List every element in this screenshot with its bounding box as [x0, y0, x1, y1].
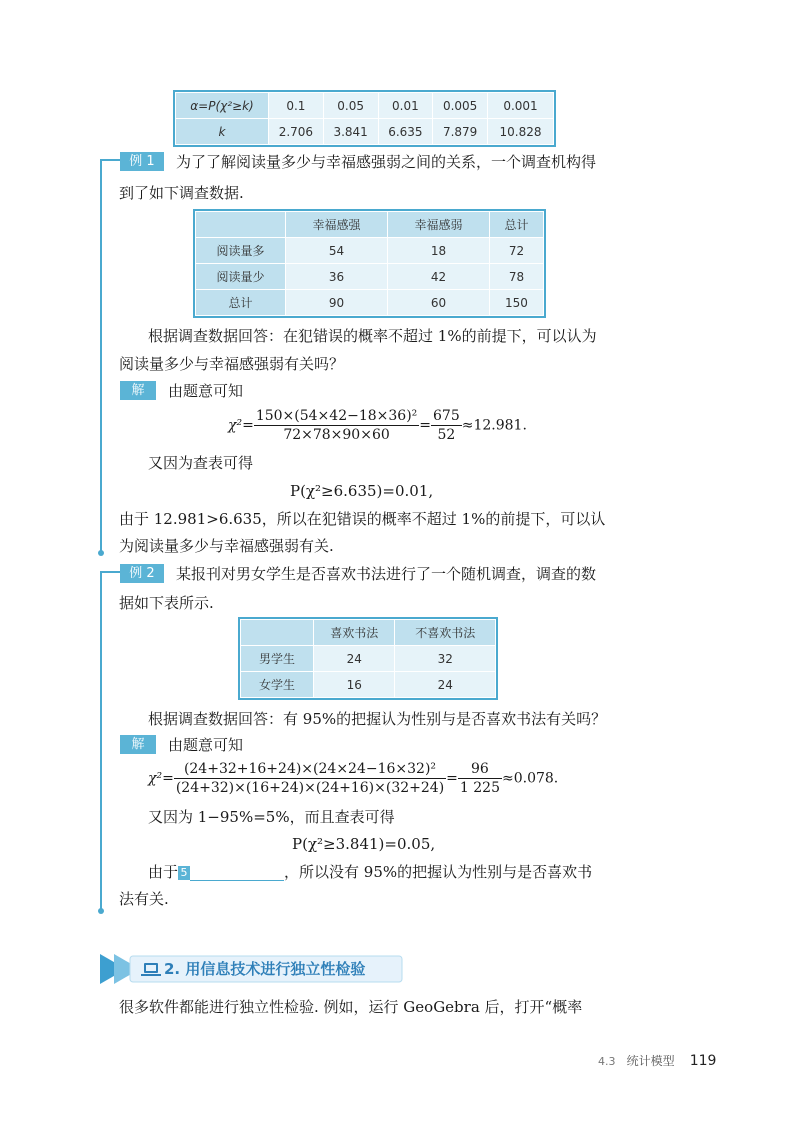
row-header: 阅读量多 [196, 238, 286, 264]
k-cell: 10.828 [488, 119, 554, 145]
laptop-icon-base [141, 974, 161, 976]
column-header: 喜欢书法 [314, 620, 395, 646]
table-cell: 78 [489, 264, 543, 290]
example2-solution-tag: 解 [120, 735, 156, 754]
table-cell: 42 [387, 264, 489, 290]
example2-tag: 例 2 [120, 564, 164, 583]
example2-text-line2: 据如下表所示. [119, 594, 214, 612]
example2-end-dot [98, 908, 104, 914]
row-header: 男学生 [241, 646, 314, 672]
example2-top-rule [100, 571, 120, 573]
chi-denominator-2: 52 [437, 427, 456, 443]
section-banner [100, 952, 410, 986]
example2-question: 根据调查数据回答：有 95%的把握认为性别与是否喜欢书法有关吗？ [148, 710, 607, 728]
chi-denominator: (24+32)×(16+24)×(24+16)×(32+24) [175, 780, 445, 796]
example1-top-rule [100, 159, 120, 161]
chi-lhs: χ²= [228, 417, 254, 434]
example1-probability: P(χ²≥6.635)=0.01, [290, 482, 434, 500]
conclusion-rest: ，所以没有 95%的把握认为性别与是否喜欢书 [284, 863, 593, 881]
example1-solution-tag: 解 [120, 381, 156, 400]
chi-numerator-2: 675 [433, 408, 460, 424]
table-corner [241, 620, 314, 646]
example2-solution-intro: 由题意可知 [168, 736, 244, 754]
chi-numerator: (24+32+16+24)×(24×24−16×32)² [174, 760, 446, 779]
table-cell: 150 [489, 290, 543, 316]
chi-denominator-2: 1 225 [459, 780, 500, 796]
alpha-cell: 0.1 [269, 93, 324, 119]
blank-number: 5 [178, 866, 190, 880]
body-paragraph: 很多软件都能进行独立性检验. 例如，运行 GeoGebra 后，打开“概率 [119, 998, 583, 1016]
laptop-icon [144, 963, 158, 973]
table-cell: 60 [387, 290, 489, 316]
row-header: 女学生 [241, 672, 314, 698]
chi-numerator-2: 96 [458, 760, 502, 779]
example1-chi-square-formula [228, 407, 527, 444]
example1-conclusion-line2: 为阅读量多少与幸福感强弱有关. [119, 537, 334, 555]
example2-table [238, 617, 498, 700]
alpha-cell: 0.01 [378, 93, 433, 119]
example1-conclusion-line1: 由于 12.981>6.635，所以在犯错误的概率不超过 1%的前提下，可以认 [119, 510, 606, 528]
k-cell: 6.635 [378, 119, 433, 145]
conclusion-prefix: 由于 [148, 863, 179, 881]
chi-result: ≈12.981. [461, 417, 527, 434]
example1-side-rule [100, 159, 102, 552]
example1-tag: 例 1 [120, 152, 164, 171]
k-cell: 2.706 [269, 119, 324, 145]
table-cell: 32 [395, 646, 496, 672]
example2-chi-square-formula [148, 760, 558, 797]
column-header: 幸福感弱 [387, 212, 489, 238]
example1-text-line2: 到了如下调查数据. [119, 184, 244, 202]
chi-denominator: 72×78×90×60 [283, 427, 390, 443]
example1-text-line1: 为了了解阅读量多少与幸福感强弱之间的关系，一个调查机构得 [176, 153, 597, 171]
example1-question-line1: 根据调查数据回答：在犯错误的概率不超过 1%的前提下，可以认为 [148, 327, 597, 345]
chi-fraction-2 [431, 407, 462, 444]
chi-fraction-2 [458, 760, 502, 797]
table-cell: 90 [286, 290, 388, 316]
table-cell: 72 [489, 238, 543, 264]
chi-result: ≈0.078. [501, 770, 559, 787]
example2-conclusion-line1 [148, 861, 592, 883]
table-cell: 16 [314, 672, 395, 698]
page-footer [598, 1050, 716, 1069]
table-cell: 54 [286, 238, 388, 264]
alpha-cell: 0.05 [323, 93, 378, 119]
column-header: 总计 [489, 212, 543, 238]
k-row-label: k [176, 119, 269, 145]
example2-lookup: 又因为 1−95%=5%，而且查表可得 [148, 808, 395, 826]
chi-equals: = [446, 770, 458, 787]
chi-fraction-1 [174, 760, 446, 797]
column-header: 不喜欢书法 [395, 620, 496, 646]
example2-text-line1: 某报刊对男女学生是否喜欢书法进行了一个随机调查，调查的数 [176, 565, 597, 583]
chi-fraction-1 [254, 407, 419, 444]
table-corner [196, 212, 286, 238]
example2-probability: P(χ²≥3.841)=0.05, [292, 835, 436, 853]
chi-lhs: χ²= [148, 770, 174, 787]
table-cell: 36 [286, 264, 388, 290]
example1-solution-intro: 由题意可知 [168, 382, 244, 400]
example2-side-rule [100, 571, 102, 911]
row-header: 总计 [196, 290, 286, 316]
example1-lookup: 又因为查表可得 [148, 454, 254, 472]
k-cell: 3.841 [323, 119, 378, 145]
chi-numerator: 150×(54×42−18×36)² [255, 408, 418, 424]
footer-chapter: 统计模型 [626, 1054, 675, 1068]
table-cell: 24 [314, 646, 395, 672]
critical-value-table [173, 90, 556, 147]
k-cell: 7.879 [433, 119, 488, 145]
alpha-row-label: α=P(χ²≥k) [176, 93, 269, 119]
example1-question-line2: 阅读量多少与幸福感强弱有关吗？ [119, 355, 345, 373]
alpha-cell: 0.005 [433, 93, 488, 119]
example1-end-dot [98, 550, 104, 556]
section-title: 2. 用信息技术进行独立性检验 [164, 960, 366, 978]
answer-blank[interactable] [190, 866, 284, 881]
table-cell: 18 [387, 238, 489, 264]
column-header: 幸福感强 [286, 212, 388, 238]
row-header: 阅读量少 [196, 264, 286, 290]
footer-section-number: 4.3 [598, 1055, 616, 1068]
alpha-cell: 0.001 [488, 93, 554, 119]
example1-table [193, 209, 546, 318]
example2-conclusion-line2: 法有关. [119, 890, 169, 908]
chi-equals: = [419, 417, 431, 434]
page-number: 119 [689, 1053, 717, 1069]
table-cell: 24 [395, 672, 496, 698]
